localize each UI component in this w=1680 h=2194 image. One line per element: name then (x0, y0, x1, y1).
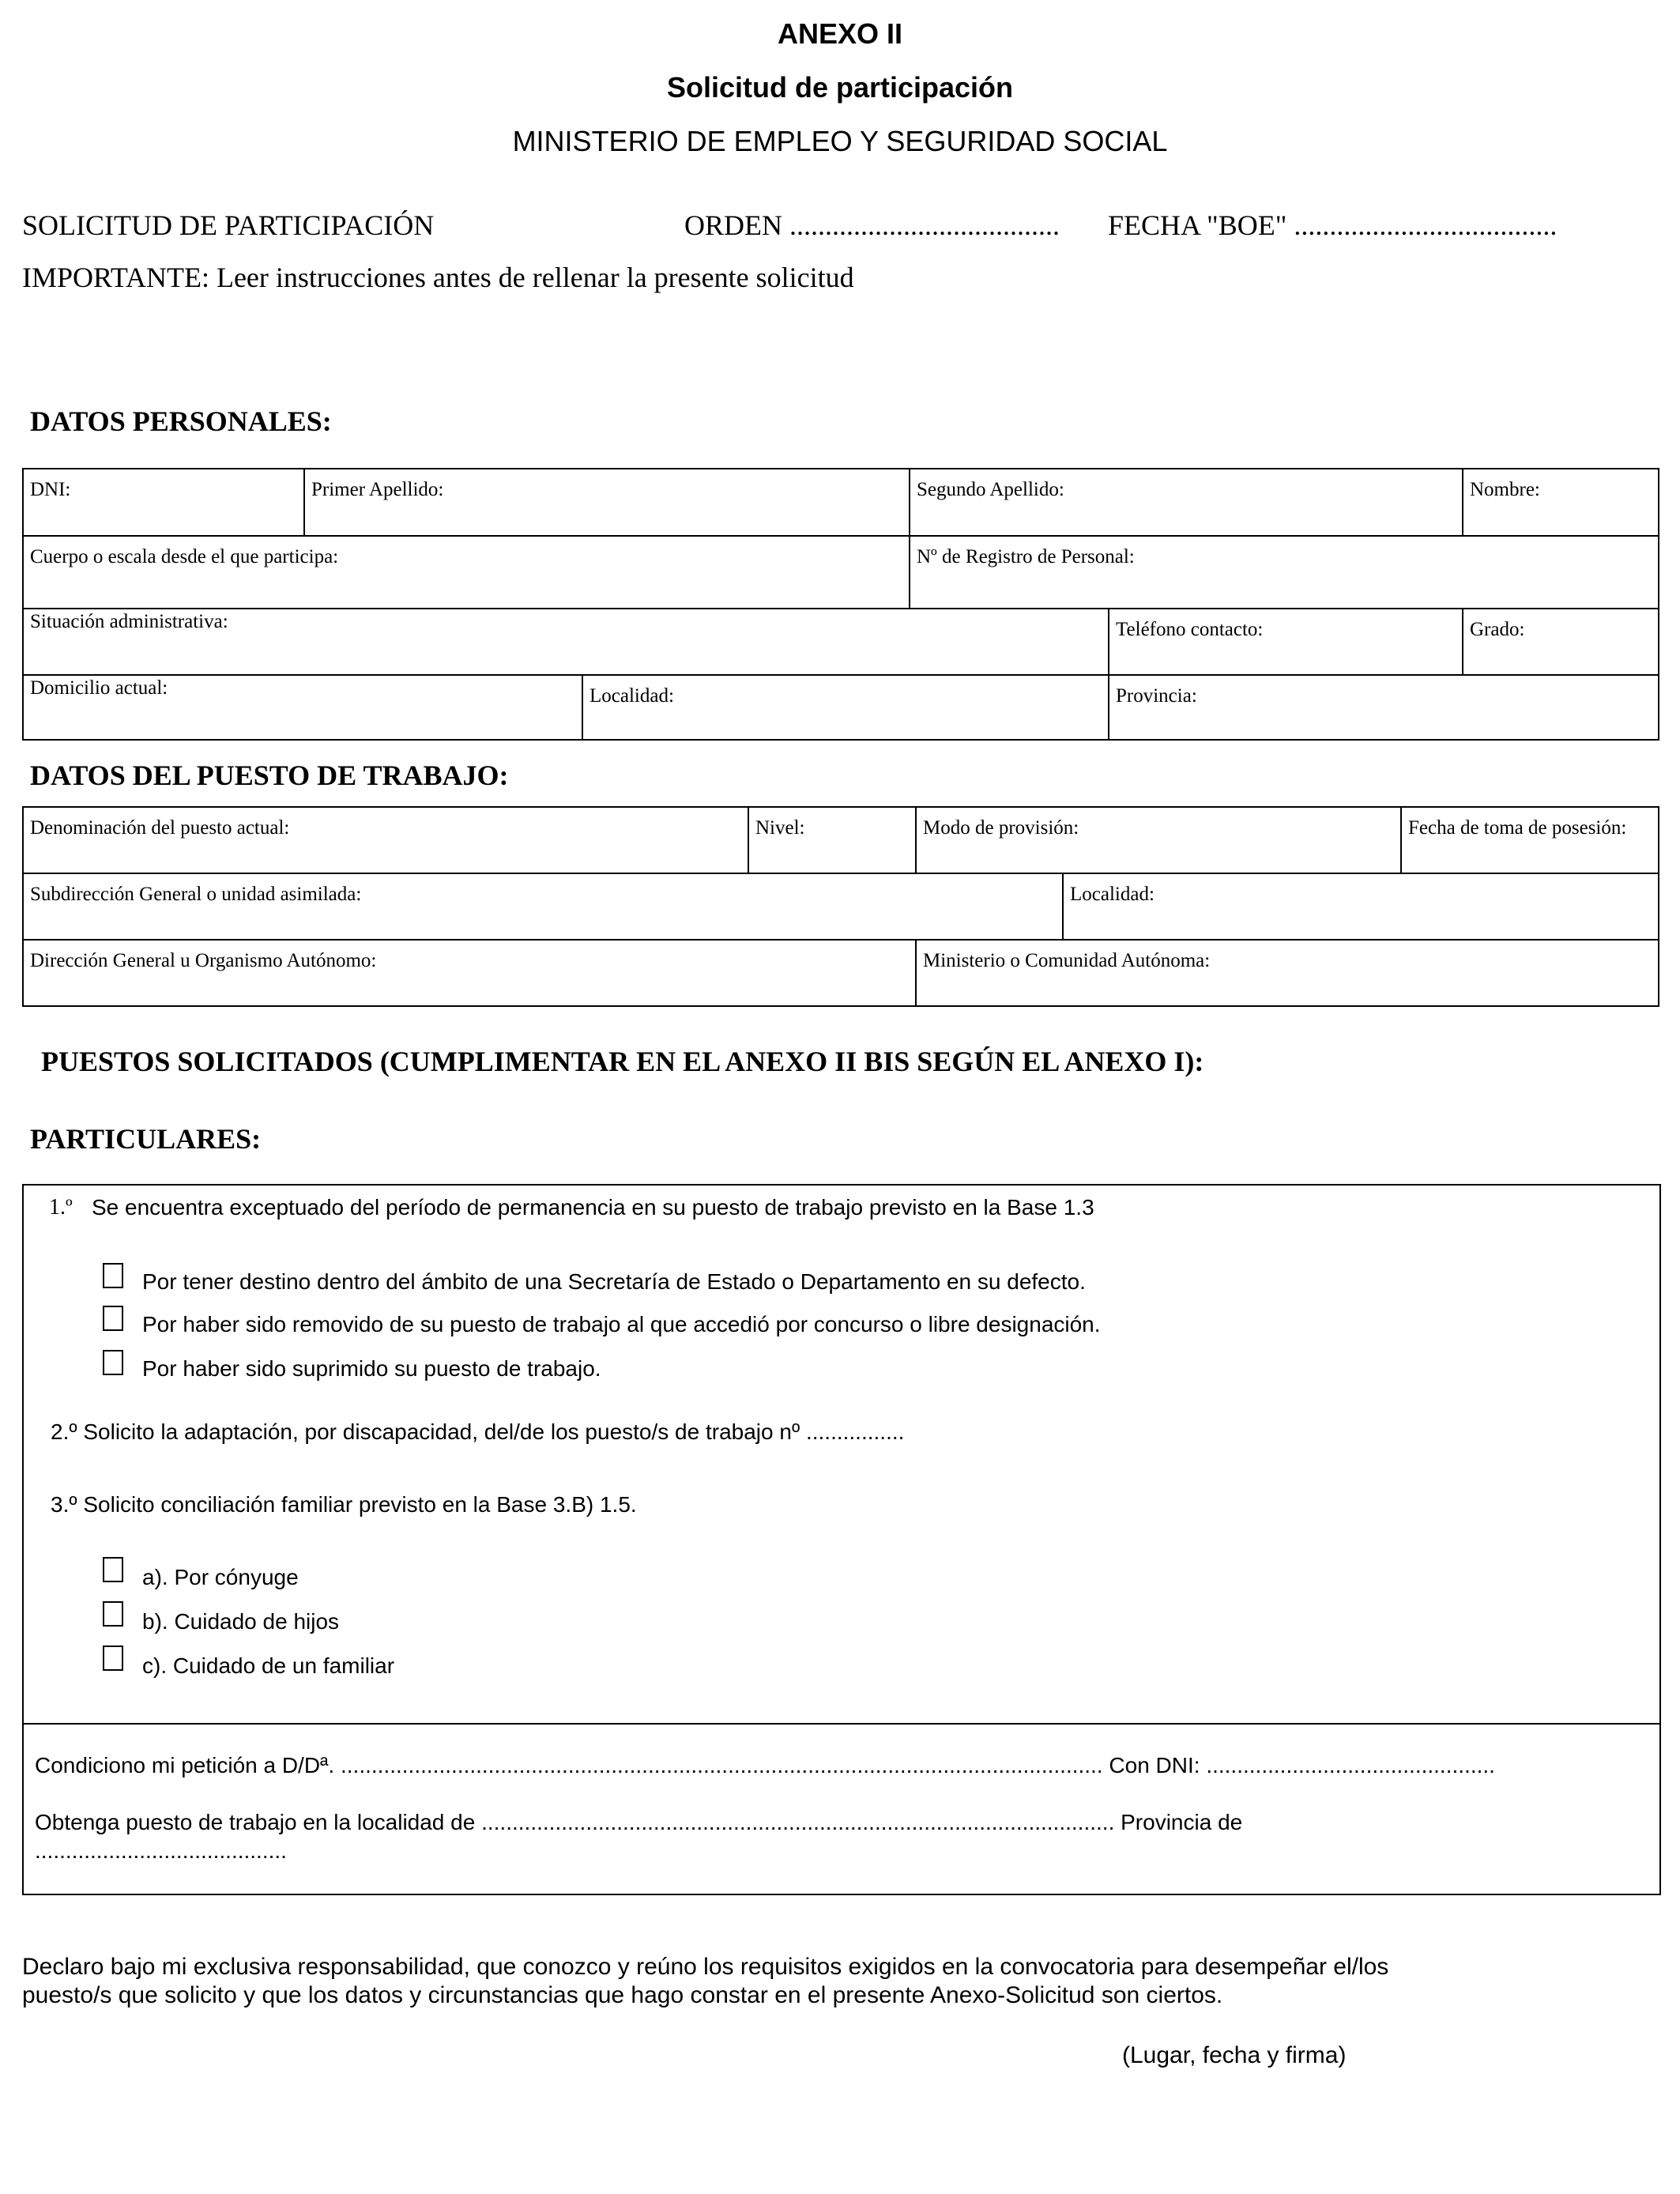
telefono-label: Teléfono contacto: (1116, 619, 1264, 640)
primer-apellido-field[interactable] (305, 469, 910, 537)
orden-field[interactable]: ORDEN ...................................... (684, 209, 1060, 241)
nivel-label: Nivel: (755, 817, 805, 839)
domicilio-field[interactable] (24, 676, 583, 741)
situacion-field[interactable] (24, 609, 1109, 676)
particulares-box (22, 1184, 1661, 1895)
importante-note: IMPORTANTE: Leer instrucciones antes de rellenar la presente solicitud (22, 262, 854, 293)
checkbox-secretaria[interactable] (103, 1263, 123, 1288)
fecha-boe-field[interactable]: FECHA "BOE" ..................................... (1108, 209, 1558, 241)
section-puestos-solicitados: PUESTOS SOLICITADOS (CUMPLIMENTAR EN EL ANEXO II BIS SEGÚN EL ANEXO I): (41, 1046, 1204, 1077)
checkbox-removido[interactable] (103, 1306, 123, 1331)
checkbox-suprimido[interactable] (103, 1350, 123, 1375)
obtenga-provincia-dots[interactable]: ......................................... (35, 1838, 287, 1863)
item1-number: 1.º (49, 1195, 73, 1220)
checkbox-conyuge[interactable] (103, 1557, 123, 1582)
dni-label: DNI: (30, 479, 71, 500)
checkbox-familiar[interactable] (103, 1646, 123, 1671)
direccion-general-field[interactable] (24, 941, 917, 1007)
registro-field[interactable] (910, 537, 1659, 609)
ministry-name: MINISTERIO DE EMPLEO Y SEGURIDAD SOCIAL (512, 125, 1168, 157)
particulares-divider (24, 1723, 1659, 1725)
subdireccion-field[interactable] (24, 874, 1064, 941)
segundo-apellido-label: Segundo Apellido: (917, 479, 1064, 500)
grado-field[interactable] (1463, 609, 1659, 676)
option-hijos: b). Cuidado de hijos (142, 1609, 340, 1634)
primer-apellido-label: Primer Apellido: (311, 479, 444, 500)
personal-data-table (22, 468, 1659, 741)
provincia-field[interactable] (1109, 676, 1659, 741)
obtenga-line[interactable]: Obtenga puesto de trabajo en la localidad de ....................................................................................................... Provincia de (35, 1810, 1243, 1834)
section-datos-personales: DATOS PERSONALES: (30, 405, 332, 437)
condiciono-line[interactable]: Condiciono mi petición a D/Dª. ............................................................................................................................ Con DNI: ............................................... (35, 1753, 1495, 1777)
cuerpo-label: Cuerpo o escala desde el que participa: (30, 546, 339, 567)
direccion-general-label: Dirección General u Organismo Autónomo: (30, 950, 377, 971)
job-data-table (22, 806, 1659, 1007)
form-subtitle: Solicitud de participación (666, 71, 1014, 104)
ministerio-field[interactable] (917, 941, 1659, 1007)
signature-note: (Lugar, fecha y firma) (1122, 2042, 1347, 2068)
domicilio-label: Domicilio actual: (30, 677, 168, 699)
provincia-label: Provincia: (1116, 685, 1197, 707)
localidad-personal-field[interactable] (583, 676, 1109, 741)
dni-field[interactable] (24, 469, 305, 537)
situacion-label: Situación administrativa: (30, 611, 228, 632)
fecha-toma-field[interactable] (1402, 808, 1659, 874)
option-removido: Por haber sido removido de su puesto de trabajo al que accedió por concurso o libre designación. (142, 1312, 1101, 1336)
item1-text: Se encuentra exceptuado del período de permanencia en su puesto de trabajo previsto en la Base 1.3 (92, 1195, 1094, 1220)
option-familiar: c). Cuidado de un familiar (142, 1653, 395, 1678)
item3-text: 3.º Solicito conciliación familiar previsto en la Base 3.B) 1.5. (51, 1492, 637, 1517)
declaration-line-2: puesto/s que solicito y que los datos y circunstancias que hago constar en el presente Anexo-Solicitud son ciertos. (22, 1982, 1223, 2008)
subdireccion-label: Subdirección General o unidad asimilada: (30, 884, 362, 905)
localidad-puesto-field[interactable] (1064, 874, 1659, 941)
localidad-puesto-label: Localidad: (1070, 884, 1155, 905)
cuerpo-field[interactable] (24, 537, 910, 609)
telefono-field[interactable] (1109, 609, 1463, 676)
denominacion-label: Denominación del puesto actual: (30, 817, 290, 839)
registro-label: Nº de Registro de Personal: (917, 546, 1135, 567)
ministerio-label: Ministerio o Comunidad Autónoma: (923, 950, 1211, 971)
item2-text: 2.º Solicito la adaptación, por discapacidad, del/de los puesto/s de trabajo nº ................ (51, 1419, 905, 1444)
solicitud-label: SOLICITUD DE PARTICIPACIÓN (22, 209, 435, 241)
denominacion-field[interactable] (24, 808, 749, 874)
localidad-personal-label: Localidad: (590, 685, 674, 707)
option-conyuge: a). Por cónyuge (142, 1565, 299, 1589)
segundo-apellido-field[interactable] (910, 469, 1463, 537)
section-datos-puesto: DATOS DEL PUESTO DE TRABAJO: (30, 760, 509, 791)
nombre-label: Nombre: (1470, 479, 1540, 500)
modo-provision-label: Modo de provisión: (923, 817, 1079, 839)
modo-provision-field[interactable] (917, 808, 1402, 874)
nivel-field[interactable] (749, 808, 917, 874)
option-secretaria: Por tener destino dentro del ámbito de una Secretaría de Estado o Departamento en su defecto. (142, 1269, 1086, 1294)
option-suprimido: Por haber sido suprimido su puesto de trabajo. (142, 1356, 601, 1381)
nombre-field[interactable] (1463, 469, 1659, 537)
annex-title: ANEXO II (777, 17, 903, 50)
section-particulares: PARTICULARES: (30, 1123, 262, 1155)
checkbox-hijos[interactable] (103, 1601, 123, 1627)
grado-label: Grado: (1470, 619, 1525, 640)
fecha-toma-label: Fecha de toma de posesión: (1408, 817, 1627, 839)
declaration-line-1: Declaro bajo mi exclusiva responsabilidad, que conozco y reúno los requisitos exigidos en la convocatoria para desempeñar el/los (22, 1954, 1389, 1980)
